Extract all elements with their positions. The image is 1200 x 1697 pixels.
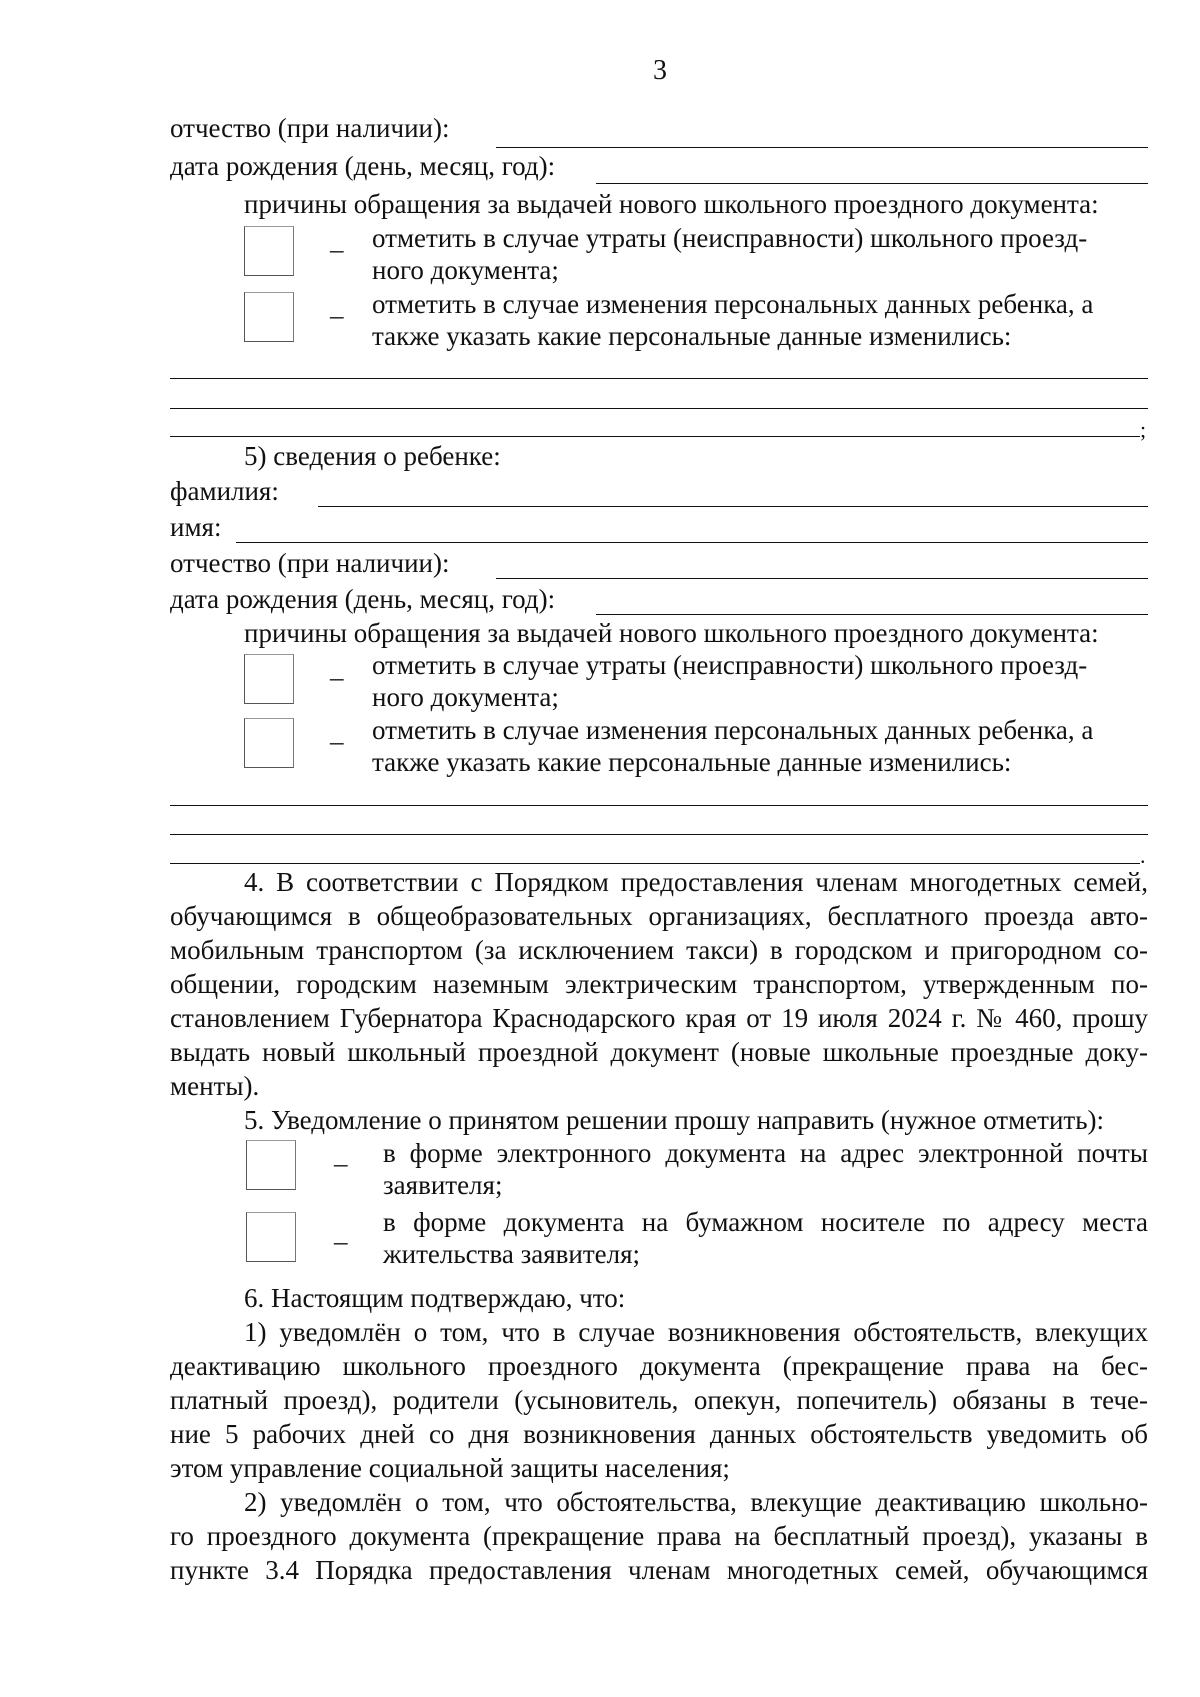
clause5-heading: 5. Уведомление о принятом решении прошу направить (нужное отметить):	[244, 1105, 1105, 1135]
child-name-label: имя:	[170, 512, 222, 542]
clause6-item1-line-4: ние 5 рабочих дней со дня возникновения данных обстоятельств уведомить об	[170, 1419, 1148, 1449]
notify-electronic-dash: _	[334, 1139, 348, 1169]
reason-change-dash: _	[330, 291, 344, 321]
reason-loss-text-cont: ного документа;	[372, 255, 559, 285]
child-surname-input-line[interactable]	[318, 506, 1148, 507]
clause6-item2-line-3: пункте 3.4 Порядка предоставления членам многодетных семей, обучающимся	[170, 1555, 1148, 1585]
child-end-mark: .	[1140, 843, 1146, 868]
child-reason-loss-text-cont: ного документа;	[372, 682, 559, 712]
birthdate-label: дата рождения (день, месяц, год):	[170, 151, 556, 181]
reason-loss-checkbox[interactable]	[244, 226, 294, 276]
child-changed-data-line-1[interactable]	[170, 805, 1148, 806]
notify-paper-dash: _	[334, 1217, 348, 1247]
notify-electronic-text: в форме электронного документа на адрес электронной почты	[383, 1138, 1148, 1168]
reason-change-text-cont: также указать какие персональные данные изменились:	[372, 321, 1012, 351]
reason-loss-text: отметить в случае утраты (неисправности) школьного проезд-	[372, 223, 1088, 253]
clause4-line-7: менты).	[170, 1071, 260, 1101]
clause4-line-2: обучающимся в общеобразовательных организациях, бесплатного проезда авто-	[170, 901, 1148, 931]
child-reason-loss-checkbox[interactable]	[244, 654, 294, 704]
child-name-input-line[interactable]	[236, 542, 1148, 543]
child-reason-change-text-cont: также указать какие персональные данные изменились:	[372, 747, 1012, 777]
child-reason-change-checkbox[interactable]	[244, 718, 294, 768]
child-reason-loss-text: отметить в случае утраты (неисправности) школьного проезд-	[372, 650, 1088, 680]
clause6-item1-line-1: 1) уведомлён о том, что в случае возникновения обстоятельств, влекущих	[244, 1317, 1148, 1347]
child-changed-data-line-2[interactable]	[170, 834, 1148, 835]
clause4-line-5: становлением Губернатора Краснодарского края от 19 июля 2024 г. № 460, прошу	[170, 1003, 1148, 1033]
notify-paper-checkbox[interactable]	[246, 1212, 296, 1262]
clause4-line-6: выдать новый школьный проездной документ (новые школьные проездные доку-	[170, 1037, 1148, 1067]
changed-data-line-2[interactable]	[170, 408, 1148, 409]
child-patronymic-input-line[interactable]	[496, 578, 1148, 579]
reasons-heading: причины обращения за выдачей нового школьного проездного документа:	[244, 189, 1099, 219]
child-changed-data-line-3[interactable]	[170, 863, 1140, 864]
child-surname-label: фамилия:	[170, 476, 279, 506]
child-reason-loss-dash: _	[330, 653, 344, 683]
changed-data-line-3[interactable]	[170, 436, 1140, 437]
clause6-heading: 6. Настоящим подтверждаю, что:	[244, 1283, 626, 1313]
notify-paper-text-cont: жительства заявителя;	[383, 1239, 641, 1269]
clause4-line-1: 4. В соответствии с Порядком предоставления членам многодетных семей,	[244, 867, 1148, 897]
notify-electronic-checkbox[interactable]	[246, 1140, 296, 1190]
clause6-item2-line-1: 2) уведомлён о том, что обстоятельства, влекущие деактивацию школьно-	[244, 1487, 1148, 1517]
child-birthdate-label: дата рождения (день, месяц, год):	[170, 584, 556, 614]
clause6-item1-line-3: платный проезд), родители (усыновитель, опекун, попечитель) обязаны в тече-	[170, 1385, 1148, 1415]
changed-data-line-1[interactable]	[170, 378, 1148, 379]
child-reason-change-text: отметить в случае изменения персональных данных ребенка, а	[372, 715, 1094, 745]
child-reasons-heading: причины обращения за выдачей нового школьного проездного документа:	[244, 618, 1099, 648]
child-section-heading: 5) сведения о ребенке:	[244, 441, 501, 471]
child-birthdate-input-line[interactable]	[596, 614, 1148, 615]
clause6-item2-line-2: го проездного документа (прекращение права на бесплатный проезд), указаны в	[170, 1521, 1148, 1551]
notify-electronic-text-cont: заявителя;	[383, 1170, 503, 1200]
patronymic-label: отчество (при наличии):	[170, 113, 450, 143]
clause4-line-4: общении, городским наземным электрическим транспортом, утвержденным по-	[170, 969, 1148, 999]
reason-loss-dash: _	[330, 225, 344, 255]
clause6-item1-line-5: этом управление социальной защиты населения;	[170, 1453, 730, 1483]
page-number: 3	[653, 55, 667, 86]
reason-change-text: отметить в случае изменения персональных данных ребенка, а	[372, 289, 1094, 319]
reason-change-checkbox[interactable]	[244, 292, 294, 342]
clause4-line-3: мобильным транспортом (за исключением такси) в городском и пригородном со-	[170, 935, 1148, 965]
child-reason-change-dash: _	[330, 717, 344, 747]
notify-paper-text: в форме документа на бумажном носителе по адресу места	[383, 1207, 1148, 1237]
child-patronymic-label: отчество (при наличии):	[170, 548, 450, 578]
patronymic-input-line[interactable]	[496, 147, 1148, 148]
clause6-item1-line-2: деактивацию школьного проездного документа (прекращение права на бес-	[170, 1351, 1148, 1381]
end-mark: ;	[1140, 417, 1147, 442]
birthdate-input-line[interactable]	[596, 183, 1148, 184]
